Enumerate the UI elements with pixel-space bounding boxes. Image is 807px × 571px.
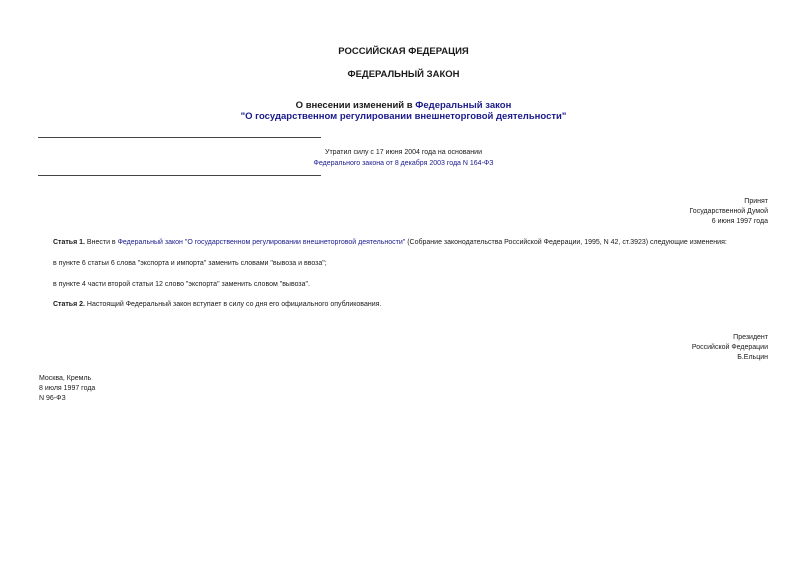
article-1-label: Статья 1. — [53, 239, 85, 246]
lost-force-law-link[interactable]: Федерального закона от 8 декабря 2003 года N 164-ФЗ — [313, 160, 494, 167]
article-1 — [53, 238, 771, 248]
document-law-type: ФЕДЕРАЛЬНЫЙ ЗАКОН — [347, 69, 460, 80]
article-2-label: Статья 2. — [53, 301, 85, 308]
signer-country: Российской Федерации — [691, 344, 768, 351]
article-1-text-after: (Собрание законодательства Российской Федерации, 1995, N 42, ст.3923) следующие изменения: — [405, 239, 727, 246]
signing-date: 8 июля 1997 года — [39, 385, 96, 392]
signer-title: Президент — [733, 334, 768, 341]
divider-bottom — [38, 175, 321, 176]
accepted-date: 6 июня 1997 года — [711, 218, 768, 225]
lost-force-note: Утратил силу с 17 июня 2004 года на основании — [325, 149, 482, 156]
article-1-text-before: Внести в — [84, 239, 118, 246]
accepted-by: Государственной Думой — [689, 208, 768, 215]
accepted-line: Принят — [744, 198, 768, 205]
article-2-text: Настоящий Федеральный закон вступает в силу со дня его официального опубликования. — [84, 301, 382, 308]
law-number: N 96-ФЗ — [39, 395, 66, 402]
federal-law-link[interactable]: Федеральный закон — [415, 100, 512, 111]
amendment-item: в пункте 4 части второй статьи 12 слово "экспорта" заменить словом "вывоза". — [53, 281, 310, 288]
title-prefix: О внесении изменений в — [295, 100, 416, 111]
amendment-item: в пункте 6 статьи 6 слова "экспорта и импорта" заменить словами "вывоза и ввоза"; — [53, 260, 327, 267]
article-2 — [53, 300, 771, 310]
document-title-line1 — [0, 100, 807, 111]
divider-top — [38, 137, 321, 138]
article-1-law-link[interactable]: Федеральный закон "О государственном регулировании внешнеторговой деятельности" — [117, 239, 406, 246]
signature-block — [692, 333, 768, 363]
signer-name: Б.Ельцин — [737, 354, 768, 361]
document-title-line2[interactable]: "О государственном регулировании внешнеторговой деятельности" — [240, 111, 567, 122]
accepted-block — [689, 197, 768, 227]
place-name: Москва, Кремль — [39, 375, 92, 382]
document-country: РОССИЙСКАЯ ФЕДЕРАЦИЯ — [338, 46, 469, 57]
place-date-block — [39, 374, 95, 404]
